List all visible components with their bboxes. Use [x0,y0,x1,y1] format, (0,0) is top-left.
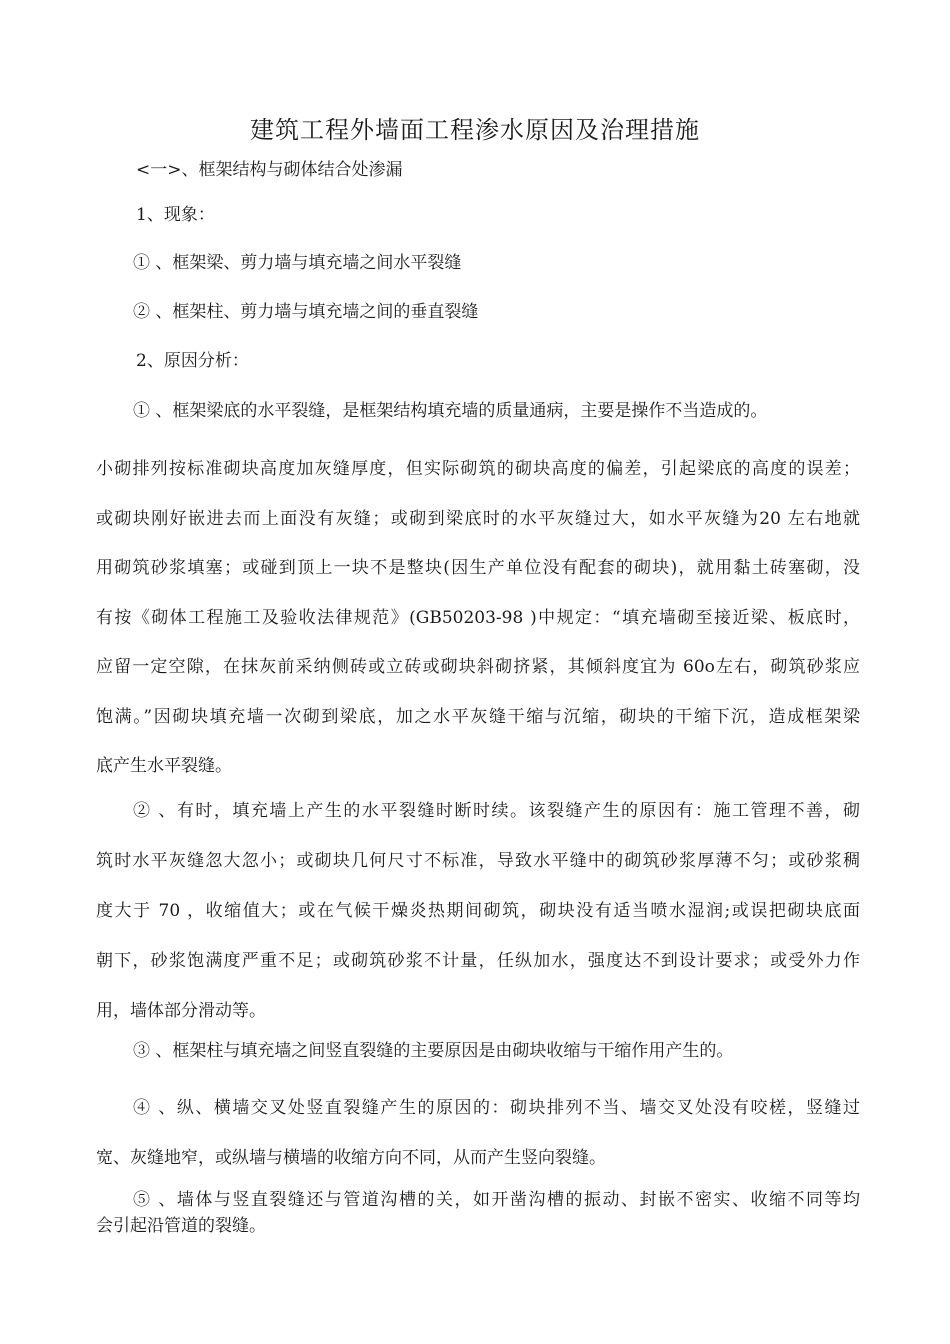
paragraph-line: 小砌排列按标准砌块高度加灰缝厚度，但实际砌筑的砌块高度的偏差，引起梁底的高度的误差； [96,459,860,479]
paragraph-line: 朝下，砂浆饱满度严重不足；或砌筑砂浆不计量，任纵加水，强度达不到设计要求；或受外力作 [96,951,860,971]
analysis-3-line: ③ 、框架柱与填充墙之间竖直裂缝的主要原因是由砌块收缩与干缩作用产生的。 [133,1041,734,1061]
paragraph-line: 用砌筑砂浆填塞；或碰到顶上一块不是整块(因生产单位没有配套的砌块)，就用黏土砖塞砌，没 [96,558,860,578]
phenomenon-item-2: ② 、框架柱、剪力墙与填充墙之间的垂直裂缝 [133,302,479,322]
analysis-5-paragraph [96,1187,860,1239]
paragraph-line: 底产生水平裂缝。 [96,756,232,776]
phenomenon-heading: 1、现象： [136,205,215,225]
paragraph-line: 应留一定空隙，在抹灰前采纳侧砖或立砖或砌块斜砌挤紧，其倾斜度宜为 60o左右，砌筑砂浆应 [96,657,860,677]
analysis-4-paragraph [96,1083,860,1183]
phenomenon-item-1: ① 、框架梁、剪力墙与填充墙之间水平裂缝 [133,253,462,273]
paragraph-line: 饱满。”因砌块填充墙一次砌到梁底，加之水平灰缝干缩与沉缩，砌块的干缩下沉，造成框架梁 [96,706,860,727]
analysis-2-paragraph [96,786,860,1036]
paragraph-line: 宽、灰缝地窄，或纵墙与横墙的收缩方向不同，从而产生竖向裂缝。 [96,1148,606,1168]
paragraph-line: ② 、有时，填充墙上产生的水平裂缝时断时续。该裂缝产生的原因有：施工管理不善，砌 [133,801,860,821]
paragraph-line: ⑤ 、墙体与竖直裂缝还与管道沟槽的关，如开凿沟槽的振动、封嵌不密实、收缩不同等均 [133,1190,860,1210]
section-heading: <一>、框架结构与砌体结合处渗漏 [136,160,403,180]
paragraph-line: 会引起沿管道的裂缝。 [96,1216,266,1236]
analysis-heading: 2、原因分析： [136,351,249,371]
document-title: 建筑工程外墙面工程渗水原因及治理措施 [250,116,700,144]
analysis-1-line: ① 、框架梁底的水平裂缝，是框架结构填充墙的质量通病，主要是操作不当造成的。 [133,401,768,421]
paragraph-line: 有按《砌体工程施工及验收法律规范》(GB50203-98 )中规定：“填充墙砌至接近梁、板底时， [96,607,860,628]
paragraph-line: 筑时水平灰缝忽大忽小；或砌块几何尺寸不标准，导致水平缝中的砌筑砂浆厚薄不匀；或砂浆稠 [96,851,860,871]
analysis-1-paragraph [96,445,860,792]
paragraph-line: 或砌块刚好嵌进去而上面没有灰缝；或砌到梁底时的水平灰缝过大，如水平灰缝为20 左右地就 [96,508,860,529]
paragraph-line: 用，墙体部分滑动等。 [96,1001,266,1021]
paragraph-line: ④ 、纵、横墙交叉处竖直裂缝产生的原因的：砌块排列不当、墙交叉处没有咬槎，竖缝过 [133,1098,860,1118]
paragraph-line: 度大于 70 ，收缩值大；或在气候干燥炎热期间砌筑，砌块没有适当喷水湿润;或误把砌块底面 [96,901,860,921]
